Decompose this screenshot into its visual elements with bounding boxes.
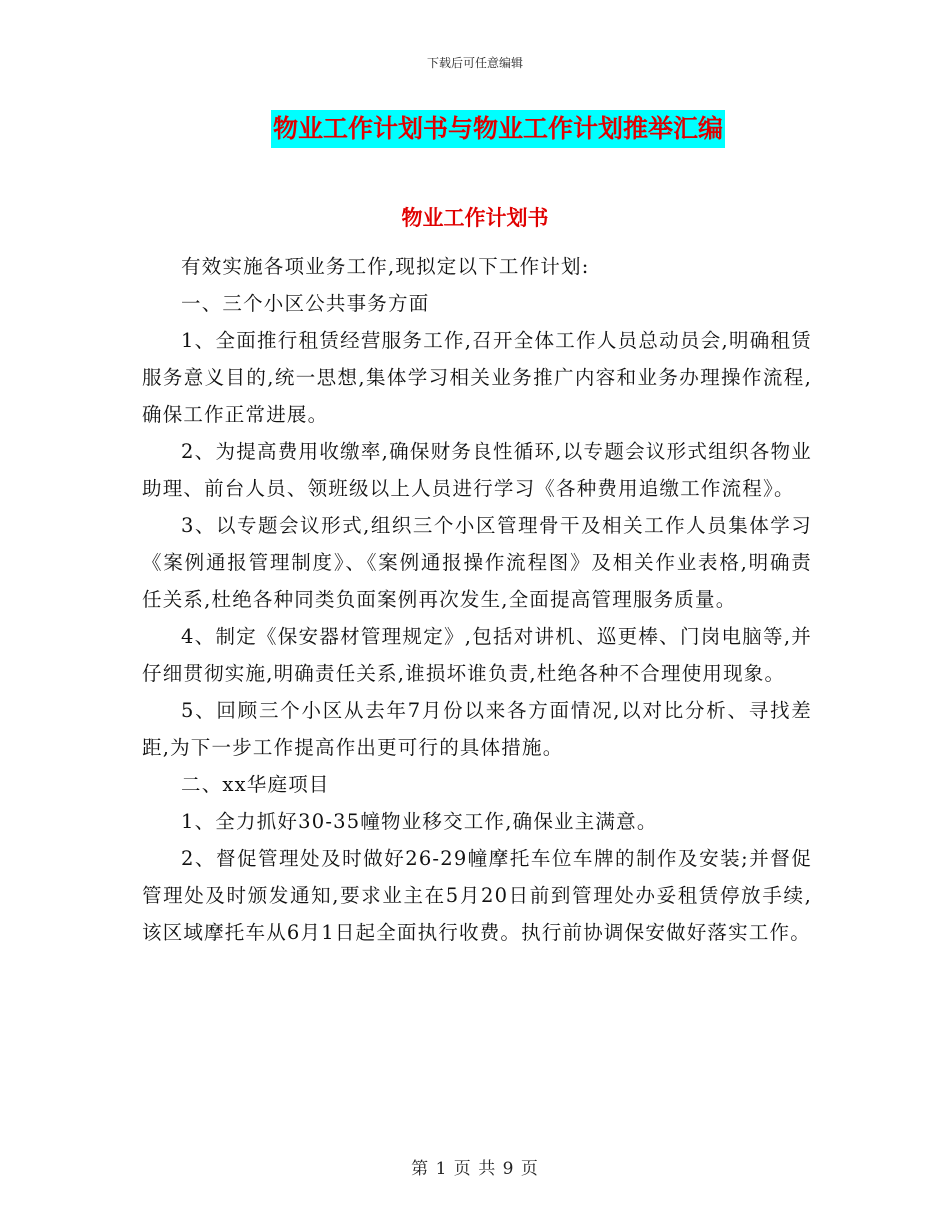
page-header: 下载后可任意编辑 [426,56,523,70]
paragraph: 2、督促管理处及时做好26-29幢摩托车位车牌的制作及安装;并督促管理处及时颁发通知,要求业主在5月20日前到管理处办妥租赁停放手续,该区域摩托车从6月1日起全面执行收费。执行前协调保安做好落实工作。 [142,847,812,944]
paragraph: 1、全面推行租赁经营服务工作,召开全体工作人员总动员会,明确租赁服务意义目的,统一思想,集体学习相关业务推广内容和业务办理操作流程,确保工作正常进展。 [142,329,812,426]
main-title-wrap [0,110,950,148]
paragraph: 一、三个小区公共事务方面 [181,292,430,315]
paragraph: 3、以专题会议形式,组织三个小区管理骨干及相关工作人员集体学习《案例通报管理制度》、《案例通报操作流程图》及相关作业表格,明确责任关系,杜绝各种同类负面案例再次发生,全面提高管理服务质量。 [142,514,812,611]
paragraph: 2、为提高费用收缴率,确保财务良性循环,以专题会议形式组织各物业助理、前台人员、领班级以上人员进行学习《各种费用追缴工作流程》。 [142,440,812,500]
page-number: 第 1 页 共 9 页 [411,1159,539,1179]
document-body [142,248,812,951]
section-title: 物业工作计划书 [401,205,549,230]
main-title: 物业工作计划书与物业工作计划推举汇编 [271,110,725,148]
paragraph: 1、全力抓好30-35幢物业移交工作,确保业主满意。 [181,810,658,833]
paragraph: 4、制定《保安器材管理规定》,包括对讲机、巡更棒、门岗电脑等,并仔细贯彻实施,明确责任关系,谁损坏谁负责,杜绝各种不合理使用现象。 [142,625,812,685]
paragraph: 5、回顾三个小区从去年7月份以来各方面情况,以对比分析、寻找差距,为下一步工作提高作出更可行的具体措施。 [142,699,812,759]
paragraph: 二、xx华庭项目 [181,773,330,796]
paragraph: 有效实施各项业务工作,现拟定以下工作计划: [181,255,590,278]
